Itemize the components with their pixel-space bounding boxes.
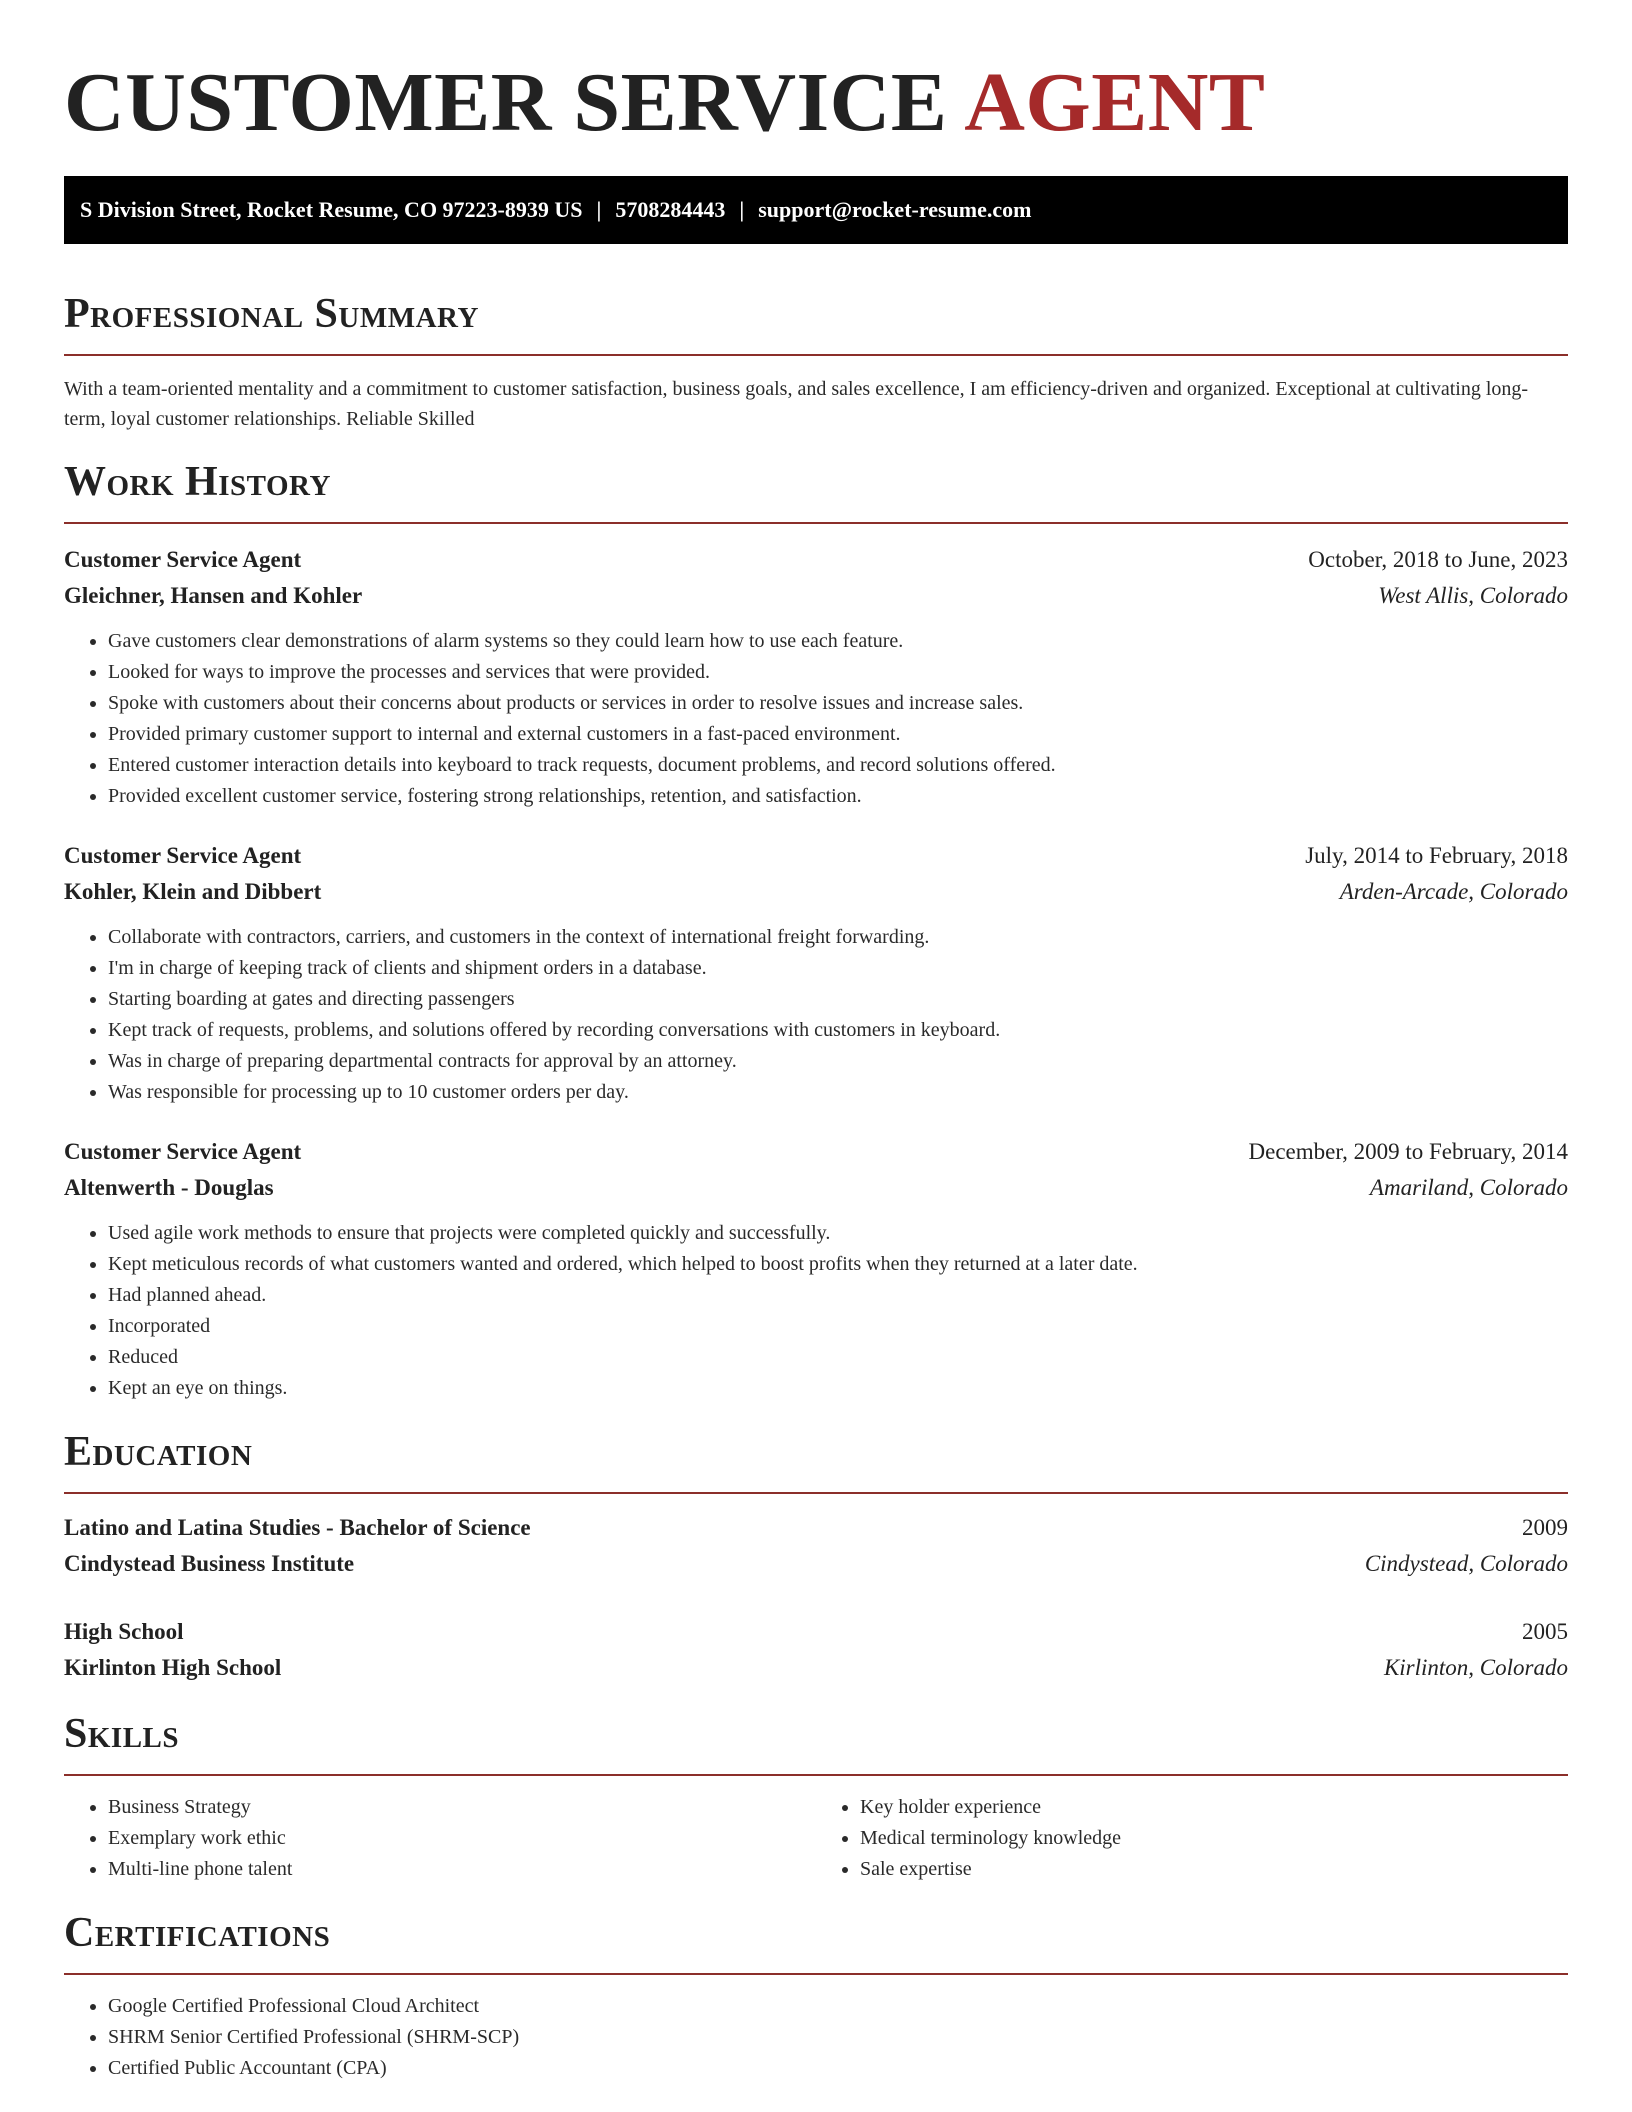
list-item: • Used agile work methods to ensure that projects were completed quickly and successfully. (108, 1218, 1568, 1249)
section-divider (64, 1973, 1568, 1975)
resume-page (64, 0, 1568, 2084)
job-role: Customer Service Agent (64, 1139, 302, 1164)
job-location: Arden-Arcade, Colorado (1339, 879, 1568, 904)
list-item: • Provided excellent customer service, fostering strong relationships, retention, and satisfaction. (108, 781, 1568, 812)
education-section (64, 1426, 1568, 1686)
job-header-row (64, 1134, 1568, 1170)
job-company: Kohler, Klein and Dibbert (64, 879, 322, 904)
skills-columns (64, 1792, 1568, 1885)
education-school-row (64, 1546, 1568, 1582)
contact-phone[interactable]: 5708284443 (615, 197, 726, 222)
list-item: • Provided primary customer support to internal and external customers in a fast-paced environment. (108, 719, 1568, 750)
list-item: • Entered customer interaction details into keyboard to track requests, document problems, and record solutions offered. (108, 750, 1568, 781)
list-item: • Collaborate with contractors, carriers, and customers in the context of international freight forwarding. (108, 922, 1568, 953)
list-item: • Was in charge of preparing departmental contracts for approval by an attorney. (108, 1046, 1568, 1077)
job-dates: July, 2014 to February, 2018 (1305, 843, 1568, 868)
education-entry (64, 1510, 1568, 1582)
section-title-skills: Skills (64, 1711, 180, 1757)
education-school-row (64, 1650, 1568, 1686)
certification-item: • Google Certified Professional Cloud Architect (108, 1991, 1568, 2022)
education-degree: Latino and Latina Studies - Bachelor of Science (64, 1515, 531, 1540)
skill-item: • Sale expertise (860, 1854, 1568, 1885)
contact-email[interactable]: support@rocket-resume.com (758, 197, 1032, 222)
education-year: 2009 (1522, 1515, 1568, 1540)
list-item: • Was responsible for processing up to 10 customer orders per day. (108, 1077, 1568, 1108)
list-item: • I'm in charge of keeping track of clients and shipment orders in a database. (108, 953, 1568, 984)
job-company: Gleichner, Hansen and Kohler (64, 583, 363, 608)
list-item: • Kept track of requests, problems, and solutions offered by recording conversations with customers in keyboard. (108, 1015, 1568, 1046)
job-entry (64, 838, 1568, 1108)
job-header-row (64, 838, 1568, 874)
certification-item: • Certified Public Accountant (CPA) (108, 2053, 1568, 2084)
contact-separator: | (596, 197, 602, 222)
job-duties-list (64, 922, 1568, 1108)
list-item: • Spoke with customers about their concerns about products or services in order to resolve issues and increase sales. (108, 688, 1568, 719)
skills-section (64, 1708, 1568, 1885)
skill-item: • Key holder experience (860, 1792, 1568, 1823)
summary-section (64, 288, 1568, 434)
skill-item: • Exemplary work ethic (108, 1823, 816, 1854)
section-title-certifications: Certifications (64, 1910, 331, 1956)
job-company-row (64, 1170, 1568, 1206)
section-divider (64, 522, 1568, 524)
list-item: • Had planned ahead. (108, 1280, 1568, 1311)
certifications-list (64, 1991, 1568, 2084)
job-company: Altenwerth - Douglas (64, 1175, 274, 1200)
education-header-row (64, 1510, 1568, 1546)
certification-item: • SHRM Senior Certified Professional (SHRM-SCP) (108, 2022, 1568, 2053)
skills-list-right (816, 1792, 1568, 1885)
work-history-section (64, 456, 1568, 1404)
job-company-row (64, 578, 1568, 614)
list-item: • Starting boarding at gates and directing passengers (108, 984, 1568, 1015)
job-location: West Allis, Colorado (1378, 583, 1568, 608)
section-title-education: Education (64, 1429, 253, 1475)
section-divider (64, 1774, 1568, 1776)
job-entry (64, 542, 1568, 812)
list-item: • Reduced (108, 1342, 1568, 1373)
contact-separator: | (739, 197, 745, 222)
skills-list-left (64, 1792, 816, 1885)
job-company-row (64, 874, 1568, 910)
contact-bar (64, 176, 1568, 244)
education-year: 2005 (1522, 1619, 1568, 1644)
list-item: • Looked for ways to improve the processes and services that were provided. (108, 657, 1568, 688)
education-entry (64, 1614, 1568, 1686)
job-location: Amariland, Colorado (1369, 1175, 1568, 1200)
section-title-summary: Professional Summary (64, 291, 479, 337)
education-school: Cindystead Business Institute (64, 1551, 355, 1576)
section-divider (64, 354, 1568, 356)
list-item: • Kept an eye on things. (108, 1373, 1568, 1404)
job-dates: October, 2018 to June, 2023 (1308, 547, 1568, 572)
skill-item: • Business Strategy (108, 1792, 816, 1823)
job-role: Customer Service Agent (64, 843, 302, 868)
resume-name (64, 0, 1568, 154)
job-header-row (64, 542, 1568, 578)
summary-text: With a team-oriented mentality and a commitment to customer satisfaction, business goals, and sales excellence, I am efficiency-driven and organized. Exceptional at cultivating long-term, loyal customer relationships. Reliable Skilled (64, 378, 1529, 430)
name-accent: AGENT (964, 56, 1266, 149)
list-item: • Incorporated (108, 1311, 1568, 1342)
list-item: • Gave customers clear demonstrations of alarm systems so they could learn how to use each feature. (108, 626, 1568, 657)
education-school: Kirlinton High School (64, 1655, 282, 1680)
certifications-section (64, 1907, 1568, 2084)
job-dates: December, 2009 to February, 2014 (1248, 1139, 1568, 1164)
section-divider (64, 1492, 1568, 1494)
education-degree: High School (64, 1619, 184, 1644)
contact-address: S Division Street, Rocket Resume, CO 97223-8939 US (80, 197, 583, 222)
skill-item: • Multi-line phone talent (108, 1854, 816, 1885)
job-entry (64, 1134, 1568, 1404)
name-main: CUSTOMER SERVICE (64, 56, 948, 149)
list-item: • Kept meticulous records of what customers wanted and ordered, which helped to boost profits when they returned at a later date. (108, 1249, 1568, 1280)
job-duties-list (64, 1218, 1568, 1404)
job-role: Customer Service Agent (64, 547, 302, 572)
education-header-row (64, 1614, 1568, 1650)
section-title-work-history: Work History (64, 459, 331, 505)
education-location: Kirlinton, Colorado (1383, 1655, 1568, 1680)
skill-item: • Medical terminology knowledge (860, 1823, 1568, 1854)
job-duties-list (64, 626, 1568, 812)
education-location: Cindystead, Colorado (1364, 1551, 1568, 1576)
